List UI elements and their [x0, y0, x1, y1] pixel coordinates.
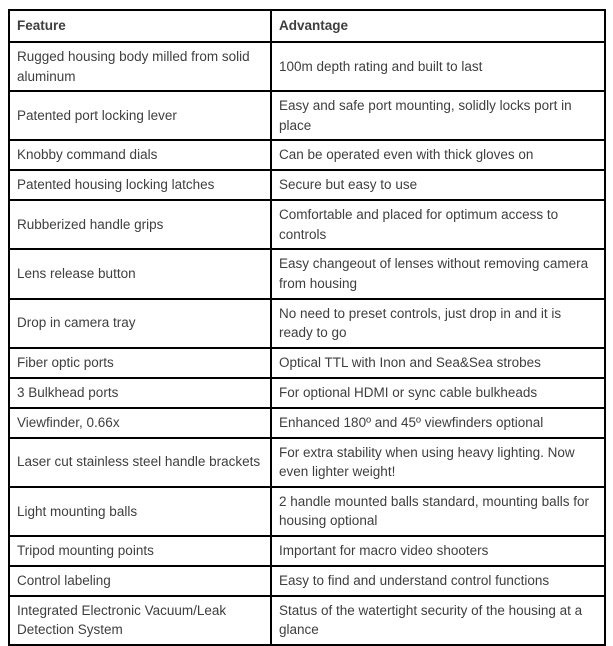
feature-cell: Fiber optic ports	[9, 348, 271, 378]
advantage-cell: Status of the watertight security of the housing at a glance	[271, 596, 605, 645]
feature-cell: Patented port locking lever	[9, 91, 271, 140]
table-row	[9, 536, 605, 566]
feature-cell: Lens release button	[9, 249, 271, 298]
table-row	[9, 408, 605, 438]
advantage-cell: Secure but easy to use	[271, 170, 605, 200]
table-header	[9, 10, 605, 42]
table-row	[9, 140, 605, 170]
table-row	[9, 566, 605, 596]
feature-cell: Integrated Electronic Vacuum/Leak Detection System	[9, 596, 271, 645]
feature-cell: Viewfinder, 0.66x	[9, 408, 271, 438]
feature-cell: Rubberized handle grips	[9, 200, 271, 249]
table-row	[9, 596, 605, 645]
table-row	[9, 249, 605, 298]
table-row	[9, 378, 605, 408]
advantage-cell: Easy to find and understand control functions	[271, 566, 605, 596]
table-row	[9, 91, 605, 140]
column-header-feature: Feature	[9, 10, 271, 42]
advantage-cell: 100m depth rating and built to last	[271, 42, 605, 91]
feature-cell: Tripod mounting points	[9, 536, 271, 566]
table-row	[9, 42, 605, 91]
feature-cell: 3 Bulkhead ports	[9, 378, 271, 408]
column-header-advantage: Advantage	[271, 10, 605, 42]
advantage-cell: No need to preset controls, just drop in and it is ready to go	[271, 299, 605, 348]
advantage-cell: Important for macro video shooters	[271, 536, 605, 566]
table-body	[9, 42, 605, 645]
table-row	[9, 348, 605, 378]
feature-cell: Rugged housing body milled from solid aluminum	[9, 42, 271, 91]
feature-cell: Control labeling	[9, 566, 271, 596]
table-row	[9, 299, 605, 348]
advantage-cell: Comfortable and placed for optimum access to controls	[271, 200, 605, 249]
advantage-cell: Optical TTL with Inon and Sea&Sea strobes	[271, 348, 605, 378]
table-row	[9, 438, 605, 487]
feature-cell: Light mounting balls	[9, 487, 271, 536]
feature-cell: Knobby command dials	[9, 140, 271, 170]
feature-cell: Drop in camera tray	[9, 299, 271, 348]
advantage-cell: For optional HDMI or sync cable bulkheads	[271, 378, 605, 408]
advantage-cell: 2 handle mounted balls standard, mounting balls for housing optional	[271, 487, 605, 536]
advantage-cell: Enhanced 180º and 45º viewfinders optional	[271, 408, 605, 438]
feature-advantage-table	[8, 9, 606, 646]
table-row	[9, 200, 605, 249]
advantage-cell: Easy changeout of lenses without removing camera from housing	[271, 249, 605, 298]
feature-cell: Laser cut stainless steel handle brackets	[9, 438, 271, 487]
advantage-cell: Can be operated even with thick gloves on	[271, 140, 605, 170]
table-row	[9, 170, 605, 200]
header-row	[9, 10, 605, 42]
feature-cell: Patented housing locking latches	[9, 170, 271, 200]
table-row	[9, 487, 605, 536]
advantage-cell: For extra stability when using heavy lighting. Now even lighter weight!	[271, 438, 605, 487]
advantage-cell: Easy and safe port mounting, solidly locks port in place	[271, 91, 605, 140]
